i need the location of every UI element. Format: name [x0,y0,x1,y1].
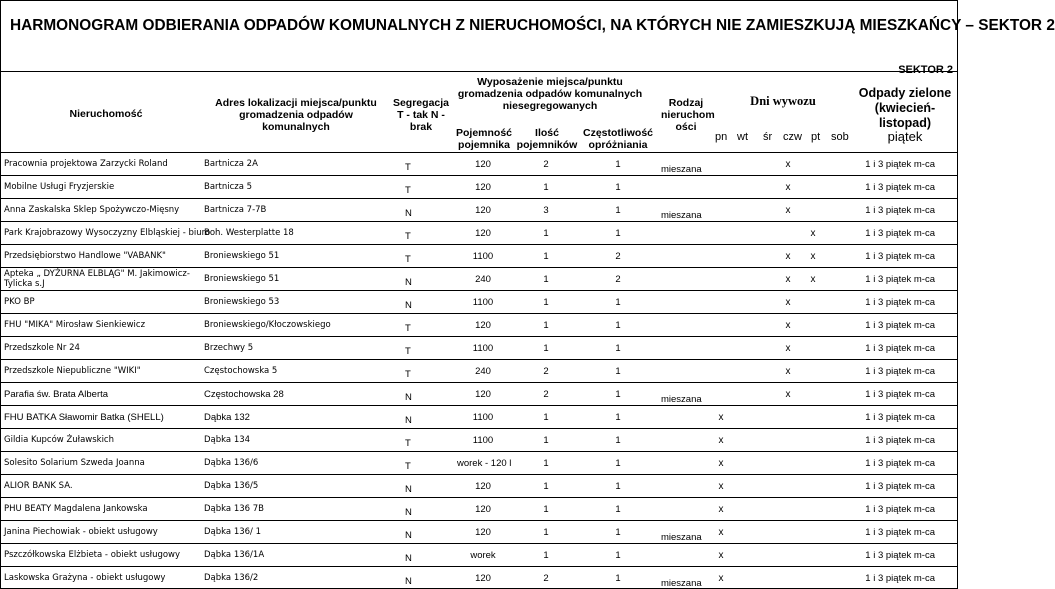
emptying-frequency: 1 [615,320,621,331]
segregation-value: T [405,185,411,196]
property-name: PKO BP [4,297,35,307]
header-days-row [713,131,853,145]
emptying-frequency: 1 [615,205,621,216]
property-name: Pracownia projektowa Zarzycki Roland [4,159,168,169]
table-row [0,267,958,290]
collection-day-mark: x [785,274,791,285]
collection-day-mark: x [718,435,724,446]
property-address: Dąbka 136 7B [204,504,264,514]
header-day-wt: wt [737,131,748,143]
green-waste-schedule: 1 i 3 piątek m-ca [865,159,935,170]
segregation-value: N [405,530,412,541]
collection-day-mark: x [785,320,791,331]
green-waste-schedule: 1 i 3 piątek m-ca [865,320,935,331]
container-quantity: 1 [543,435,549,446]
green-waste-schedule: 1 i 3 piątek m-ca [865,343,935,354]
header-capacity: Pojemność pojemnika [455,127,513,151]
table-row [0,566,958,589]
table-row [0,313,958,336]
document-title: HARMONOGRAM ODBIERANIA ODPADÓW KOMUNALNYCH Z NIERUCHOMOŚCI, NA KTÓRYCH NIE ZAMIESZKUJĄ MIESZKAŃCY – SEKTOR 2 [10,17,1055,34]
container-capacity: 1100 [472,435,494,446]
emptying-frequency: 1 [615,159,621,170]
property-address: Dąbka 136/ 1 [204,527,262,537]
property-type: mieszana [661,210,702,221]
container-quantity: 1 [543,320,549,331]
property-type: mieszana [661,164,702,175]
emptying-frequency: 2 [615,251,621,262]
green-waste-schedule: 1 i 3 piątek m-ca [865,205,935,216]
emptying-frequency: 1 [615,343,621,354]
segregation-value: N [405,576,412,587]
green-waste-schedule: 1 i 3 piątek m-ca [865,182,935,193]
container-capacity: 120 [475,527,491,538]
emptying-frequency: 1 [615,412,621,423]
container-quantity: 1 [543,412,549,423]
green-waste-schedule: 1 i 3 piątek m-ca [865,481,935,492]
container-capacity: 240 [475,274,491,285]
emptying-frequency: 1 [615,182,621,193]
property-name: Przedsiębiorstwo Handlowe "VABANK" [4,251,166,261]
container-capacity: 1100 [472,343,494,354]
container-capacity: 120 [475,504,491,515]
green-waste-schedule: 1 i 3 piątek m-ca [865,573,935,584]
emptying-frequency: 1 [615,527,621,538]
segregation-value: N [405,415,412,426]
green-waste-schedule: 1 i 3 piątek m-ca [865,412,935,423]
header-address: Adres lokalizacji miejsca/punktu gromadzenia odpadów komunalnych [215,97,377,133]
sector-label: SEKTOR 2 [898,64,953,76]
property-address: Brzechwy 5 [204,343,254,353]
emptying-frequency: 1 [615,550,621,561]
green-waste-schedule: 1 i 3 piątek m-ca [865,458,935,469]
container-capacity: worek [470,550,496,561]
container-capacity: 120 [475,573,491,584]
container-quantity: 1 [543,504,549,515]
table-row [0,152,958,175]
segregation-value: T [405,231,411,242]
collection-day-mark: x [718,550,724,561]
green-waste-schedule: 1 i 3 piątek m-ca [865,550,935,561]
property-name: Janina Piechowiak - obiekt usługowy [4,527,158,537]
container-quantity: 2 [543,389,549,400]
property-name: Pszczółkowska Elżbieta - obiekt usługowy [4,550,181,560]
collection-day-mark: x [785,389,791,400]
container-capacity: 120 [475,320,491,331]
header-green-day: piątek [887,129,923,144]
container-capacity: 120 [475,481,491,492]
segregation-value: T [405,254,411,265]
table-header [0,64,958,152]
collection-day-mark: x [718,527,724,538]
collection-day-mark: x [810,274,816,285]
property-name: PHU BEATY Magdalena Jankowska [4,504,148,514]
segregation-value: T [405,346,411,357]
container-capacity: 120 [475,389,491,400]
header-equipment: Wyposażenie miejsca/punktu gromadzenia odpadów komunalnych niesegregowanych [457,76,643,112]
table-row [0,543,958,566]
property-name: Mobilne Usługi Fryzjerskie [4,182,115,192]
property-address: Dąbka 132 [204,412,250,423]
container-quantity: 2 [543,573,549,584]
container-quantity: 1 [543,251,549,262]
green-waste-schedule: 1 i 3 piątek m-ca [865,435,935,446]
emptying-frequency: 1 [615,481,621,492]
container-quantity: 1 [543,274,549,285]
property-address: Broniewskiego/Kłoczowskiego [204,320,331,330]
property-address: Dąbka 136/2 [204,573,259,583]
table-row [0,382,958,405]
emptying-frequency: 1 [615,458,621,469]
collection-day-mark: x [718,481,724,492]
table-row [0,221,958,244]
segregation-value: N [405,277,412,288]
container-quantity: 1 [543,228,549,239]
table-row [0,175,958,198]
header-day-pn: pn [715,131,728,143]
property-address: Częstochowska 5 [204,366,278,376]
property-name: Przedszkole Nr 24 [4,343,80,353]
container-capacity: 120 [475,182,491,193]
title-bar [0,0,1055,72]
container-capacity: 120 [475,205,491,216]
emptying-frequency: 1 [615,435,621,446]
property-name: ALIOR BANK SA. [4,481,73,491]
property-name: Solesito Solarium Szweda Joanna [4,458,145,468]
collection-day-mark: x [785,182,791,193]
table-row [0,198,958,221]
property-type: mieszana [661,394,702,405]
container-capacity: 120 [475,228,491,239]
segregation-value: T [405,323,411,334]
table-row [0,451,958,474]
property-address: Bartnicza 5 [204,182,253,192]
collection-day-mark: x [718,504,724,515]
collection-day-mark: x [718,573,724,584]
collection-day-mark: x [785,159,791,170]
table-row [0,290,958,313]
property-address: Częstochowska 28 [204,389,284,400]
container-quantity: 1 [543,458,549,469]
segregation-value: N [405,507,412,518]
table-row [0,244,958,267]
header-property: Nieruchomość [69,108,143,120]
emptying-frequency: 1 [615,504,621,515]
collection-day-mark: x [810,251,816,262]
table-row [0,336,958,359]
segregation-value: T [405,369,411,380]
container-capacity: 1100 [472,297,494,308]
segregation-value: N [405,300,412,311]
collection-day-mark: x [810,228,816,239]
container-quantity: 2 [543,366,549,377]
container-capacity: 1100 [472,251,494,262]
green-waste-schedule: 1 i 3 piątek m-ca [865,389,935,400]
property-name: Gildia Kupców Żuławskich [4,435,114,445]
collection-day-mark: x [785,343,791,354]
collection-day-mark: x [785,251,791,262]
header-property-type: Rodzaj nieruchom ości [661,97,715,133]
green-waste-schedule: 1 i 3 piątek m-ca [865,274,935,285]
emptying-frequency: 1 [615,228,621,239]
property-name: Apteka „ DYŻURNA ELBLĄG" M. Jakimowicz-Tylicka s.J [4,269,190,289]
container-quantity: 3 [543,205,549,216]
property-name: Parafia św. Brata Alberta [4,389,109,400]
container-quantity: 1 [543,481,549,492]
property-address: Dąbka 136/5 [204,481,259,491]
container-capacity: worek - 120 l [457,458,512,469]
segregation-value: T [405,162,411,173]
collection-day-mark: x [785,297,791,308]
container-quantity: 1 [543,550,549,561]
property-address: Boh. Westerplatte 18 [204,228,294,238]
green-waste-schedule: 1 i 3 piątek m-ca [865,251,935,262]
property-address: Broniewskiego 51 [204,251,280,261]
property-address: Broniewskiego 51 [204,274,280,284]
property-address: Dąbka 136/1A [204,550,265,560]
emptying-frequency: 1 [615,297,621,308]
property-type: mieszana [661,532,702,543]
collection-day-mark: x [785,366,791,377]
container-quantity: 1 [543,527,549,538]
table-row [0,497,958,520]
header-day-czw: czw [783,131,802,143]
property-name: FHU BATKA Sławomir Batka (SHELL) [4,412,164,423]
property-address: Bartnicza 7-7B [204,205,267,215]
collection-day-mark: x [718,458,724,469]
container-capacity: 120 [475,159,491,170]
table-row [0,405,958,428]
table-row [0,520,958,543]
property-name: Przedszkole Niepubliczne "WIKI" [4,366,141,376]
header-frequency: Częstotliwość opróżniania [582,127,653,151]
property-name: FHU "MIKA" Mirosław Sienkiewicz [4,320,146,330]
property-address: Broniewskiego 53 [204,297,280,307]
header-segregation: Segregacja T - tak N - brak [392,97,450,133]
segregation-value: N [405,392,412,403]
property-name: Park Krajobrazowy Wysoczyzny Elbląskiej - biuro [4,228,211,238]
container-quantity: 1 [543,182,549,193]
container-quantity: 1 [543,297,549,308]
segregation-value: N [405,553,412,564]
property-address: Bartnicza 2A [204,159,258,169]
property-type: mieszana [661,578,702,589]
segregation-value: T [405,438,411,449]
green-waste-schedule: 1 i 3 piątek m-ca [865,297,935,308]
green-waste-schedule: 1 i 3 piątek m-ca [865,504,935,515]
table-row [0,428,958,451]
header-quantity: Ilość pojemników [516,127,578,151]
header-green-title: Odpady zielone (kwiecień-listopad) [858,86,952,130]
emptying-frequency: 1 [615,389,621,400]
emptying-frequency: 1 [615,366,621,377]
property-name: Anna Zaskalska Sklep Spożywczo-Mięsny [4,205,180,215]
segregation-value: T [405,461,411,472]
property-address: Dąbka 136/6 [204,458,259,468]
container-quantity: 1 [543,343,549,354]
emptying-frequency: 1 [615,573,621,584]
collection-day-mark: x [785,205,791,216]
container-capacity: 1100 [472,412,494,423]
emptying-frequency: 2 [615,274,621,285]
green-waste-schedule: 1 i 3 piątek m-ca [865,527,935,538]
segregation-value: N [405,484,412,495]
header-day-sr: śr [763,131,773,143]
table-row [0,474,958,497]
table-row [0,359,958,382]
header-day-pt: pt [811,131,821,143]
property-name: Laskowska Grażyna - obiekt usługowy [4,573,166,583]
green-waste-schedule: 1 i 3 piątek m-ca [865,228,935,239]
segregation-value: N [405,208,412,219]
header-days-title: Dni wywozu [750,94,816,108]
container-quantity: 2 [543,159,549,170]
green-waste-schedule: 1 i 3 piątek m-ca [865,366,935,377]
container-capacity: 240 [475,366,491,377]
property-address: Dąbka 134 [204,435,251,445]
header-day-sob: sob [831,131,849,143]
collection-day-mark: x [718,412,724,423]
